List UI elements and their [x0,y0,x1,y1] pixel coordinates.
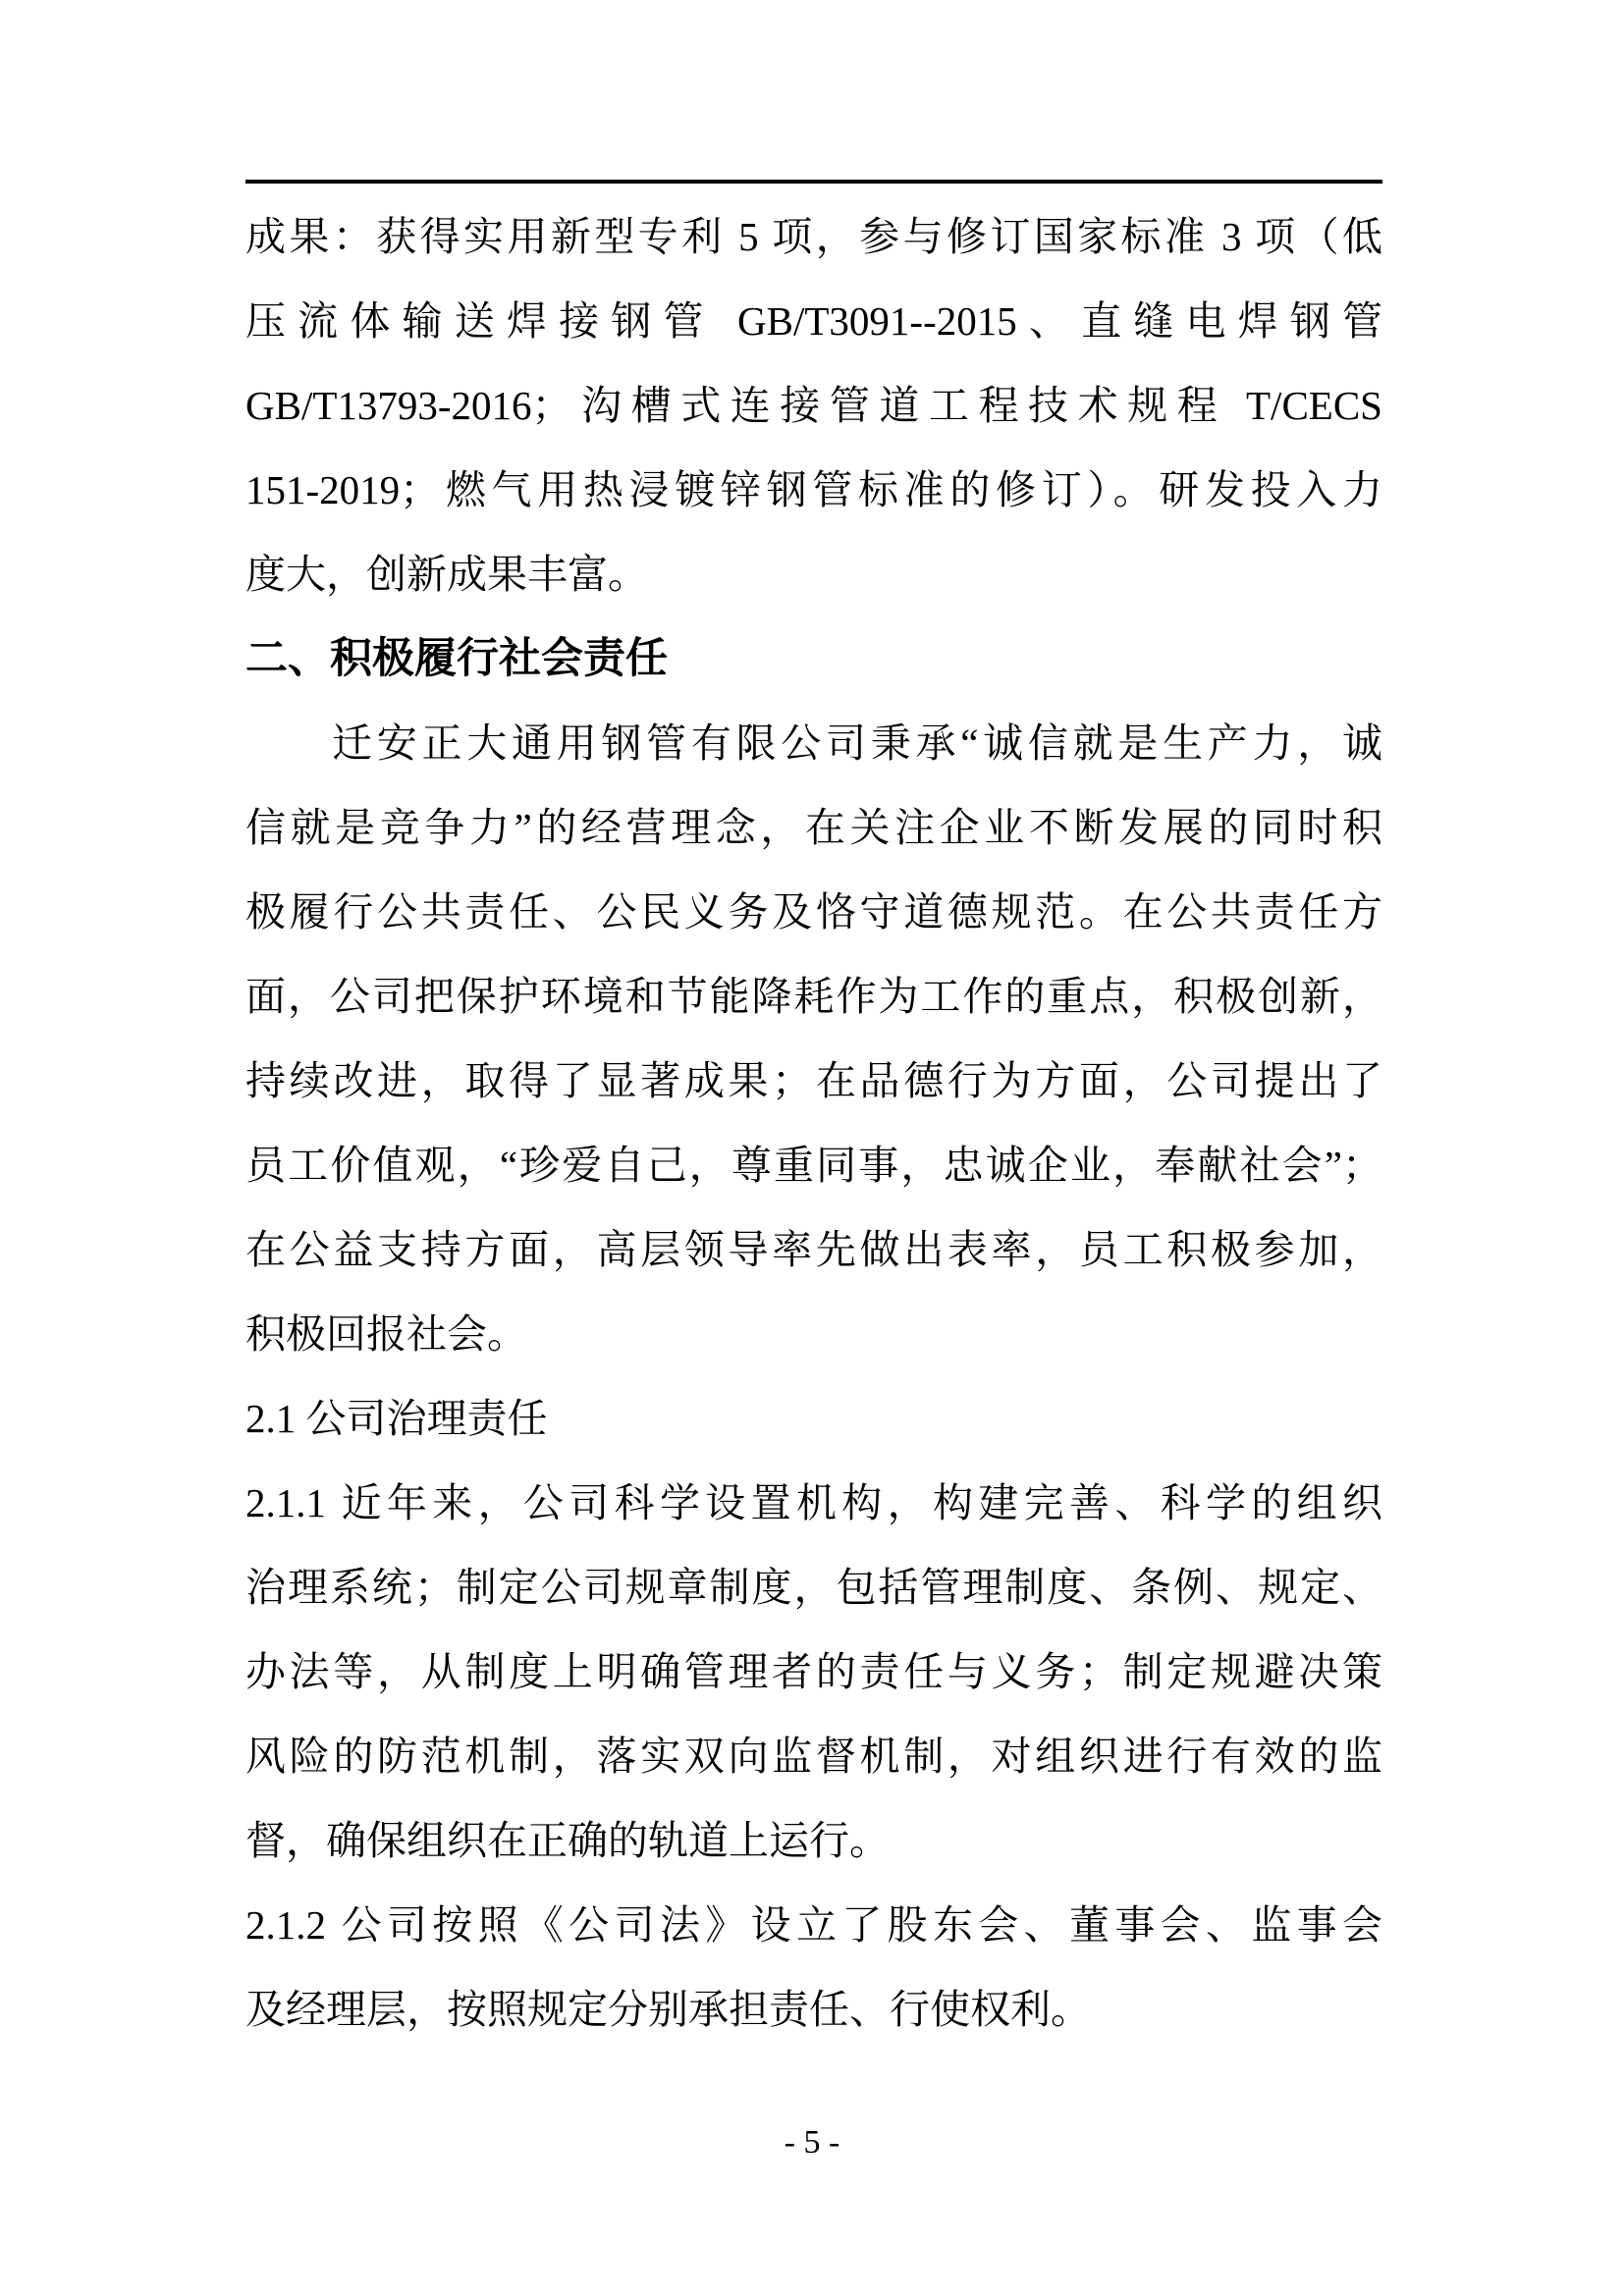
text-line: 信就是竞争力”的经营理念，在关注企业不断发展的同时积 [245,805,1382,850]
text-line: 办法等，从制度上明确管理者的责任与义务；制定规避决策 [245,1649,1382,1694]
text-line: 员工价值观，“珍爱自己，尊重同事，忠诚企业，奉献社会”； [245,1143,1382,1188]
text-line: 督，确保组织在正确的轨道上运行。 [245,1818,890,1863]
text-line: 151-2019；燃气用热浸镀锌钢管标准的修订）。研发投入力 [245,467,1382,512]
text-line: 迁安正大通用钢管有限公司秉承“诚信就是生产力，诚 [332,721,1382,766]
document-lines [245,194,1382,2052]
text-line: 风险的防范机制，落实双向监督机制，对组织进行有效的监 [245,1734,1382,1779]
text-line: 面，公司把保护环境和节能降耗作为工作的重点，积极创新， [245,974,1382,1019]
text-line: 极履行公共责任、公民义务及恪守道德规范。在公共责任方 [245,889,1382,934]
page-number: - 5 - [784,2124,840,2161]
text-line: 2.1 公司治理责任 [245,1396,548,1441]
section-heading: 二、积极履行社会责任 [245,635,668,682]
text-line: 2.1.1 近年来，公司科学设置机构，构建完善、科学的组织 [245,1480,1382,1525]
text-line: 治理系统；制定公司规章制度，包括管理制度、条例、规定、 [245,1565,1382,1610]
header-rule [245,180,1382,184]
text-line: 成果：获得实用新型专利 5 项，参与修订国家标准 3 项（低 [245,214,1382,259]
text-line: 及经理层，按照规定分别承担责任、行使权利。 [245,1987,1091,2032]
text-line: 2.1.2 公司按照《公司法》设立了股东会、董事会、监事会 [245,1902,1382,1948]
text-line: 积极回报社会。 [245,1311,527,1357]
text-line: 在公益支持方面，高层领导率先做出表率，员工积极参加， [245,1227,1382,1272]
text-line: 持续改进，取得了显著成果；在品德行为方面，公司提出了 [245,1058,1382,1103]
text-line: 度大，创新成果丰富。 [245,552,648,597]
text-line: 压流体输送焊接钢管 GB/T3091--2015、直缝电焊钢管 [245,298,1382,344]
text-line: GB/T13793-2016；沟槽式连接管道工程技术规程 T/CECS [245,383,1382,428]
